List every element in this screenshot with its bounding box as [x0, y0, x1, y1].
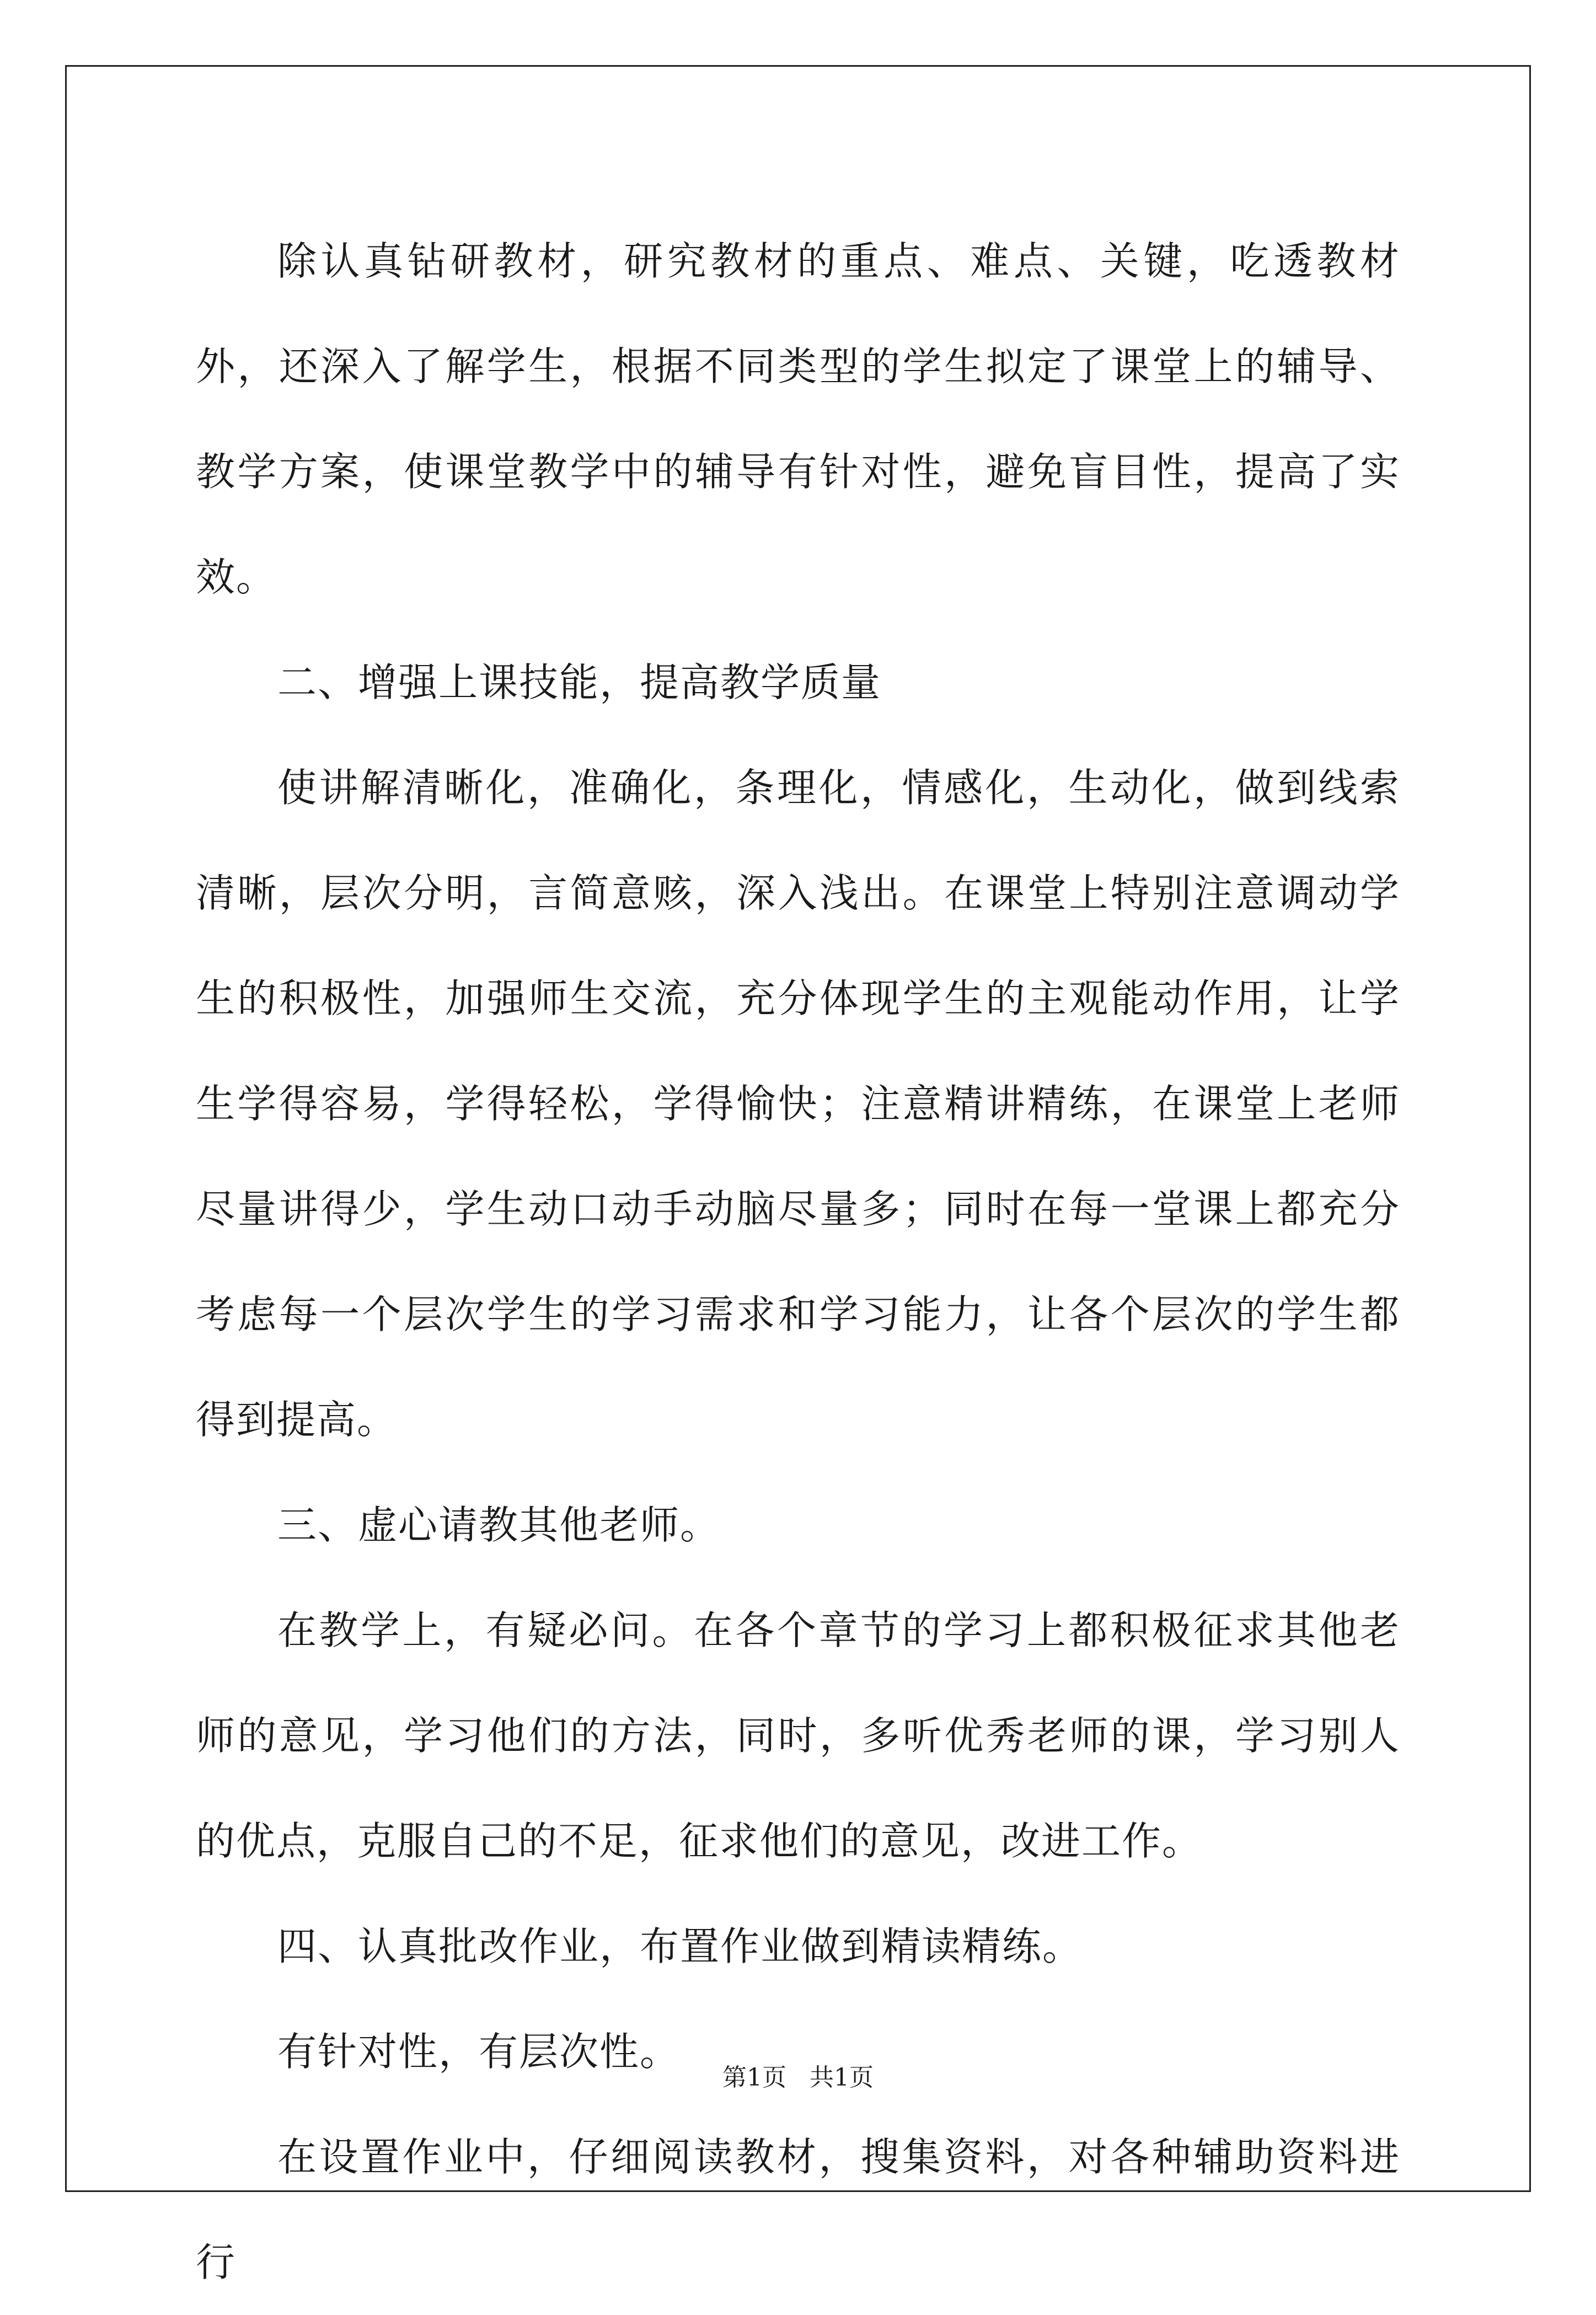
page-total: 共1页: [809, 2064, 874, 2092]
paragraph-2: 使讲解清晰化，准确化，条理化，情感化，生动化，做到线索清晰，层次分明，言简意赅，深入浅出。在课堂上特别注意调动学生的积极性，加强师生交流，充分体现学生的主观能动作用，让学生学得容易，学得轻松，学得愉快；注意精讲精练，在课堂上老师尽量讲得少，学生动口动手动脑尽量多；同时在每一堂课上都充分考虑每一个层次学生的学习需求和学习能力，让各个层次的学生都得到提高。: [196, 765, 1400, 1443]
paragraph-5: 在设置作业中，仔细阅读教材，搜集资料，对各种辅助资料进行: [196, 2134, 1400, 2285]
paragraph-3: 在教学上，有疑必问。在各个章节的学习上都积极征求其他老师的意见，学习他们的方法，同时，多听优秀老师的课，学习别人的优点，克服自己的不足，征求他们的意见，改进工作。: [196, 1607, 1400, 1864]
paragraph-1: 除认真钻研教材，研究教材的重点、难点、关键，吃透教材外，还深入了解学生，根据不同类型的学生拟定了课堂上的辅导、教学方案，使课堂教学中的辅导有针对性，避免盲目性，提高了实效。: [196, 238, 1400, 600]
section-heading-4: 四、认真批改作业，布置作业做到精读精练。: [277, 1923, 1083, 1969]
page-footer: [0, 2061, 1596, 2094]
section-heading-3: 三、虚心请教其他老师。: [277, 1502, 721, 1548]
page-number: 第1页: [722, 2064, 787, 2092]
paragraph-4: 有针对性，有层次性。: [277, 2029, 681, 2075]
document-body: [196, 208, 1400, 2315]
section-heading-2: 二、增强上课技能，提高教学质量: [277, 660, 882, 705]
